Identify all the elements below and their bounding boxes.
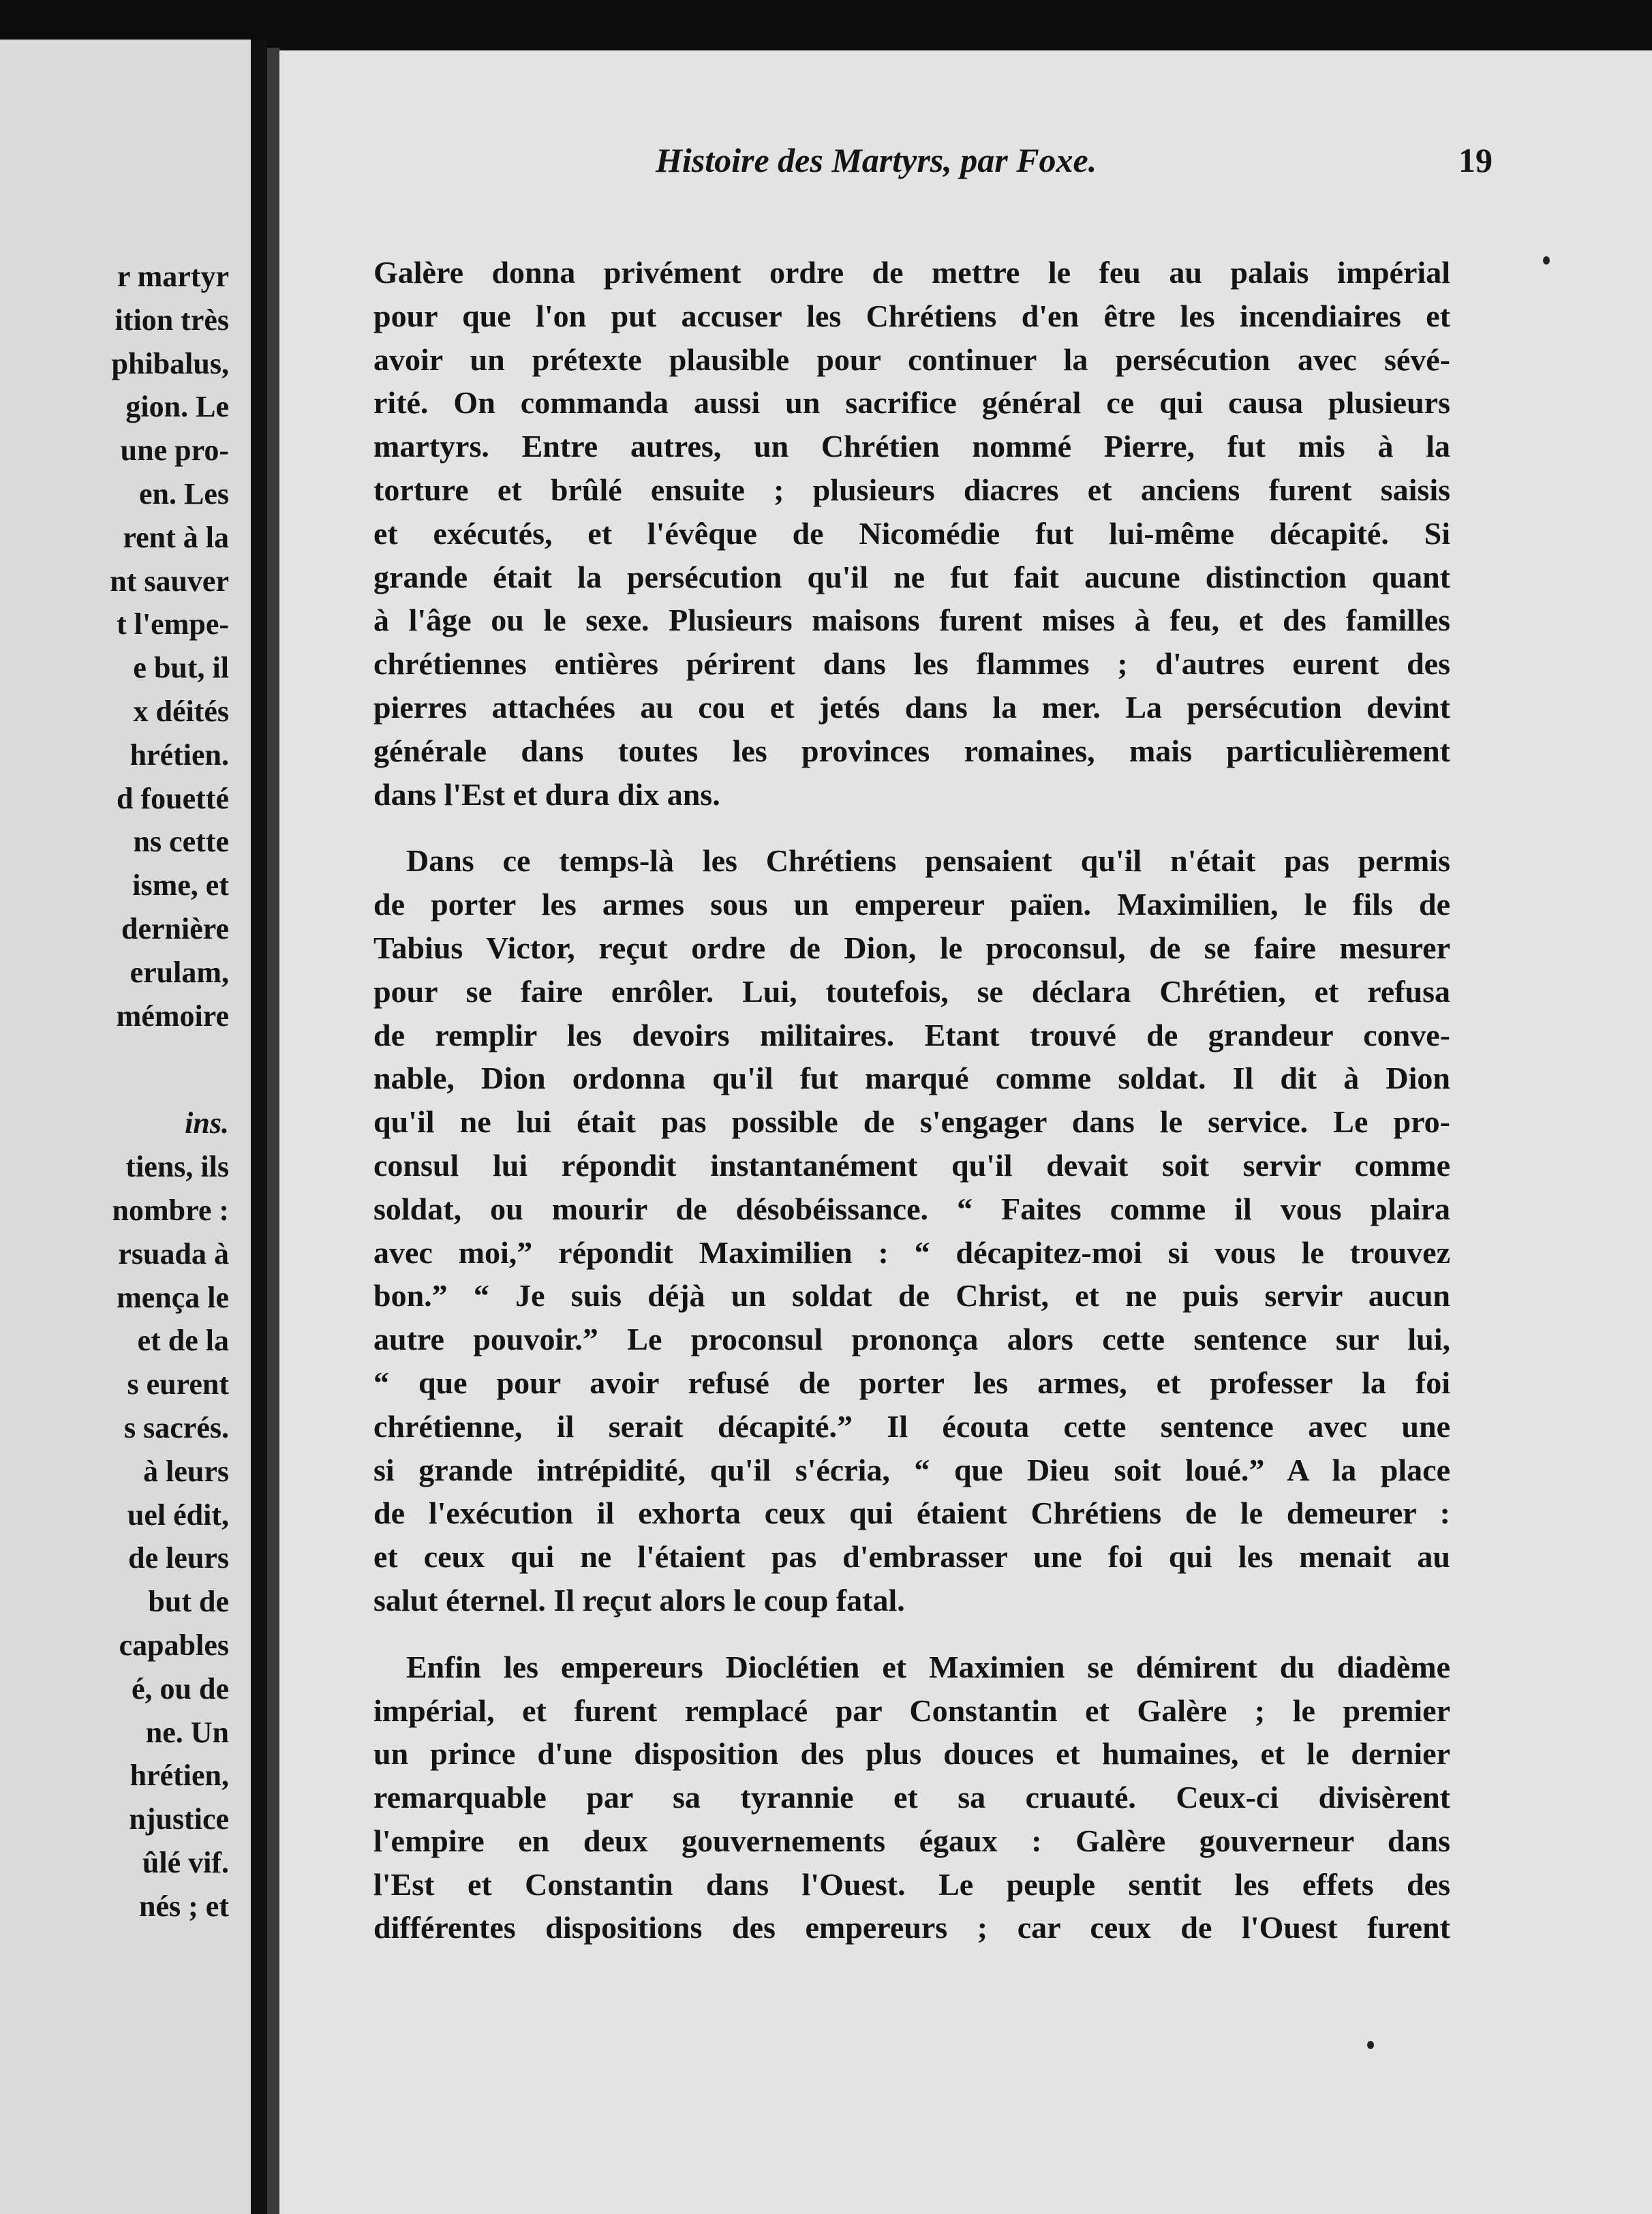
- text-line: un prince d'une disposition des plus douces et humaines, et le dernier: [373, 1736, 1450, 1772]
- left-page-line: nombre :: [112, 1193, 229, 1227]
- text-line: chrétiennes entières périrent dans les flammes ; d'autres eurent des: [373, 646, 1450, 682]
- left-page-subhead: ins.: [185, 1106, 229, 1140]
- text-line: dans l'Est et dura dix ans.: [373, 776, 720, 812]
- left-page-line: isme, et: [132, 868, 229, 903]
- text-line: chrétienne, il serait décapité.” Il écouta cette sentence avec une: [373, 1408, 1450, 1444]
- left-page-line: gion. Le: [125, 390, 229, 424]
- left-page-line: t l'empe-: [117, 607, 229, 641]
- left-page-text: [0, 255, 229, 1928]
- text-line: grande était la persécution qu'il ne fut fait aucune distinction quant: [373, 559, 1450, 594]
- text-line: rité. On commanda aussi un sacrifice général ce qui causa plusieurs: [373, 385, 1450, 421]
- left-page-line: capables: [119, 1628, 229, 1662]
- page-number: 19: [1458, 141, 1493, 179]
- speck-mark: [1367, 2041, 1374, 2049]
- left-page-line: à leurs: [143, 1454, 229, 1488]
- text-line: Galère donna privément ordre de mettre le feu au palais impérial: [373, 255, 1450, 290]
- text-line: et exécutés, et l'évêque de Nicomédie fut lui-même décapité. Si: [373, 515, 1450, 551]
- text-line: à l'âge ou le sexe. Plusieurs maisons furent mises à feu, et des familles: [373, 603, 1450, 638]
- left-page-line: tiens, ils: [125, 1150, 229, 1184]
- text-line: différentes dispositions des empereurs ; car ceux de l'Ouest furent: [373, 1910, 1450, 1945]
- text-line: pierres attachées au cou et jetés dans la mer. La persécution devint: [373, 689, 1450, 725]
- left-page-line: e but, il: [133, 651, 229, 685]
- left-page-line: une pro-: [120, 434, 229, 468]
- page-edge: [267, 48, 279, 2214]
- text-line: martyrs. Entre autres, un Chrétien nommé Pierre, fut mis à la: [373, 429, 1450, 464]
- left-facing-page: [0, 40, 251, 2214]
- text-line: Tabius Victor, reçut ordre de Dion, le proconsul, de se faire mesurer: [373, 930, 1450, 965]
- left-page-line: mença le: [117, 1280, 229, 1314]
- left-page-line: x déités: [133, 694, 229, 728]
- left-page-line: mémoire: [116, 999, 229, 1033]
- text-line: avec moi,” répondit Maximilien : “ décapitez-moi si vous le trouvez: [373, 1234, 1450, 1270]
- left-page-line: nés ; et: [139, 1889, 229, 1923]
- left-page-line: d fouetté: [117, 781, 229, 815]
- left-page-line: ne. Un: [145, 1715, 229, 1749]
- text-line: l'Est et Constantin dans l'Ouest. Le peuple sentit les effets des: [373, 1866, 1450, 1902]
- body-text: [373, 251, 1450, 1973]
- text-line: générale dans toutes les provinces romaines, mais particulièrement: [373, 733, 1450, 768]
- text-line: qu'il ne lui était pas possible de s'engager dans le service. Le pro-: [373, 1104, 1450, 1140]
- text-line: de porter les armes sous un empereur païen. Maximilien, le fils de: [373, 887, 1450, 922]
- paragraph: [373, 251, 1450, 816]
- text-line: torture et brûlé ensuite ; plusieurs diacres et anciens furent saisis: [373, 472, 1450, 507]
- left-page-line: ition très: [114, 303, 229, 337]
- left-page-line: s sacrés.: [124, 1410, 229, 1444]
- left-page-line: dernière: [121, 911, 229, 945]
- left-page-line: rsuada à: [118, 1237, 229, 1271]
- text-line: pour se faire enrôler. Lui, toutefois, se déclara Chrétien, et refusa: [373, 973, 1450, 1009]
- left-page-line: en. Les: [139, 476, 229, 511]
- speck-mark: [1543, 256, 1550, 264]
- text-line: autre pouvoir.” Le proconsul prononça alors cette sentence sur lui,: [373, 1322, 1450, 1357]
- left-page-line: rent à la: [123, 520, 229, 554]
- text-line: pour que l'on put accuser les Chrétiens d'en être les incendiaires et: [373, 298, 1450, 333]
- page-title: Histoire des Martyrs, par Foxe.: [656, 141, 1097, 179]
- text-line: avoir un prétexte plausible pour continuer la persécution avec sévé-: [373, 342, 1450, 377]
- text-line: nable, Dion ordonna qu'il fut marqué comme soldat. Il dit à Dion: [373, 1061, 1450, 1096]
- left-page-line: hrétien,: [129, 1759, 229, 1793]
- text-line: si grande intrépidité, qu'il s'écria, “ que Dieu soit loué.” A la place: [373, 1452, 1450, 1487]
- left-page-line: s eurent: [127, 1367, 229, 1401]
- left-page-line: hrétien.: [129, 738, 229, 772]
- left-page-line: et de la: [137, 1324, 229, 1358]
- text-line: Enfin les empereurs Dioclétien et Maximien se démirent du diadème: [406, 1649, 1450, 1684]
- text-line: “ que pour avoir refusé de porter les armes, et professer la foi: [373, 1365, 1450, 1400]
- left-page-line: ns cette: [133, 825, 229, 859]
- text-line: bon.” “ Je suis déjà un soldat de Christ, et ne puis servir aucun: [373, 1278, 1450, 1314]
- book-spine: [251, 40, 267, 2214]
- text-line: de l'exécution il exhorta ceux qui étaient Chrétiens de le demeurer :: [373, 1496, 1450, 1531]
- text-line: Dans ce temps-là les Chrétiens pensaient qu'il n'était pas permis: [406, 843, 1450, 879]
- text-line: salut éternel. Il reçut alors le coup fatal.: [373, 1582, 905, 1618]
- paragraph: [373, 839, 1450, 1622]
- running-head: [373, 131, 1505, 185]
- left-page-line: uel édit,: [127, 1498, 229, 1532]
- text-line: de remplir les devoirs militaires. Etant trouvé de grandeur conve-: [373, 1017, 1450, 1052]
- left-page-line: de leurs: [128, 1541, 229, 1575]
- paragraph: [373, 1646, 1450, 1950]
- text-line: impérial, et furent remplacé par Constantin et Galère ; le premier: [373, 1693, 1450, 1728]
- left-page-line: ûlé vif.: [142, 1845, 229, 1879]
- left-page-line: erulam,: [129, 955, 229, 989]
- left-page-line: r martyr: [117, 260, 229, 293]
- text-line: soldat, ou mourir de désobéissance. “ Faites comme il vous plaira: [373, 1191, 1450, 1226]
- left-page-line: njustice: [129, 1802, 229, 1836]
- left-page-line: nt sauver: [110, 564, 229, 598]
- left-page-line: é, ou de: [132, 1671, 229, 1705]
- left-page-line: but de: [148, 1585, 229, 1619]
- text-line: remarquable par sa tyrannie et sa cruauté. Ceux-ci divisèrent: [373, 1780, 1450, 1815]
- text-line: l'empire en deux gouvernements égaux : Galère gouverneur dans: [373, 1823, 1450, 1858]
- text-line: et ceux qui ne l'étaient pas d'embrasser une foi qui les menait au: [373, 1539, 1450, 1575]
- left-page-line: phibalus,: [111, 346, 229, 380]
- text-line: consul lui répondit instantanément qu'il devait soit servir comme: [373, 1147, 1450, 1183]
